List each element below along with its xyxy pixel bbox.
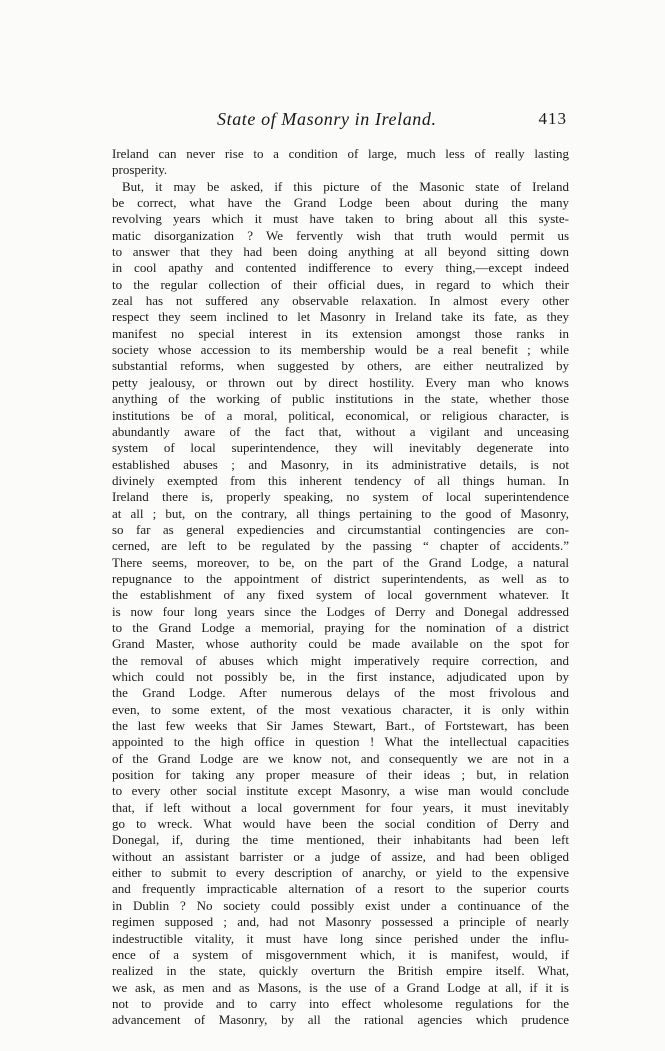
text-line: go to wreck. What would have been the social condition of Derry and: [112, 816, 569, 832]
text-line: to the Grand Lodge a memorial, praying for the nomination of a district: [112, 619, 569, 635]
text-line: abundantly aware of the fact that, without a vigilant and unceasing: [112, 423, 569, 439]
text-line: established abuses ; and Masonry, in its administrative details, is not: [112, 456, 569, 472]
text-line: matic disorganization ? We fervently wish that truth would permit us: [112, 227, 569, 243]
text-line: But, it may be asked, if this picture of the Masonic state of Ireland: [122, 178, 569, 194]
text-line: and frequently impracticable alternation of a resort to the superior courts: [112, 881, 569, 897]
text-line: realized in the state, quickly overturn the British empire itself. What,: [112, 963, 569, 979]
text-line: anything of the working of public institutions in the state, whether those: [112, 391, 569, 407]
text-line: the establishment of any fixed system of local government whatever. It: [112, 587, 569, 603]
text-line: regimen supposed ; and, had not Masonry possessed a principle of nearly: [112, 914, 569, 930]
text-line: so far as general expediencies and circumstantial contingencies are con-: [112, 521, 569, 537]
text-line: is now four long years since the Lodges of Derry and Donegal addressed: [112, 603, 569, 619]
text-line: the last few weeks that Sir James Stewart, Bart., of Fortstewart, has been: [112, 718, 569, 734]
text-line: zeal has not suffered any observable relaxation. In almost every other: [112, 293, 569, 309]
text-line: prosperity.: [112, 162, 168, 178]
text-line: revolving years which it must have taken to bring about all this syste-: [112, 211, 569, 227]
text-line: to answer that they had been doing anything at all beyond sitting down: [112, 244, 569, 260]
text-line: in Dublin ? No society could possibly exist under a continuance of the: [112, 897, 569, 913]
text-line: Ireland can never rise to a condition of large, much less of really lasting: [112, 146, 569, 161]
text-line: appointed to the high office in question ! What the intellectual capacities: [112, 734, 569, 750]
text-line: at all ; but, on the contrary, all things pertaining to the good of Masonry,: [112, 505, 569, 521]
text-line: petty jealousy, or thrown out by direct hostility. Every man who knows: [112, 374, 569, 390]
text-line: indestructible vitality, it must have long since perished under the influ-: [112, 930, 569, 946]
text-line: institutions be of a moral, political, economical, or religious character, is: [112, 407, 569, 423]
text-line: divinely exempted from this inherent tendency of all things human. In: [112, 472, 569, 488]
text-line: of the Grand Lodge are we know not, and consequently we are not in a: [112, 750, 569, 766]
text-line: repugnance to the appointment of district superintendents, as well as to: [112, 570, 569, 586]
text-line: which could not possibly be, in the first instance, adjudicated upon by: [112, 669, 569, 684]
body-text: [112, 146, 569, 1029]
running-title: State of Masonry in Ireland.: [217, 109, 437, 129]
text-line: position for taking any proper measure of their ideas ; but, in relation: [112, 767, 569, 783]
text-line: the Grand Lodge. After numerous delays of the most frivolous and: [112, 685, 569, 701]
text-line: Grand Master, whose authority could be made available on the spot for: [112, 636, 569, 652]
text-line: manifest no special interest in its extension amongst those ranks in: [112, 325, 569, 341]
text-line: be correct, what have the Grand Lodge been about during the many: [112, 195, 569, 211]
text-line: There seems, moreover, to be, on the part of the Grand Lodge, a natural: [112, 554, 569, 570]
text-line: we ask, as men and as Masons, is the use of a Grand Lodge at all, if it is: [112, 979, 569, 995]
text-line: system of local superintendence, they will inevitably degenerate into: [112, 440, 569, 456]
text-line: advancement of Masonry, by all the rational agencies which prudence: [112, 1012, 569, 1028]
text-line: to the regular collection of their official dues, in regard to which their: [112, 276, 569, 292]
text-line: substantial reforms, when suggested by others, are either neutralized by: [112, 358, 569, 374]
text-line: ence of a system of misgovernment which, it is manifest, would, if: [112, 946, 569, 962]
running-head: [108, 109, 567, 135]
text-line: in cool apathy and contented indifference to every thing,—except indeed: [112, 260, 569, 276]
text-line: Donegal, if, during the time mentioned, their inhabitants had been left: [112, 832, 569, 848]
text-line: the removal of abuses which might imperatively require correction, and: [112, 652, 569, 668]
text-line: to every other social institute except Masonry, a wise man would conclude: [112, 783, 569, 799]
text-line: without an assistant barrister or a judge of assize, and had been obliged: [112, 848, 569, 864]
text-line: cerned, are left to be regulated by the passing “ chapter of accidents.”: [112, 538, 569, 554]
text-line: respect they seem inclined to let Masonry in Ireland take its fate, as they: [112, 309, 569, 325]
page-number: 413: [538, 109, 567, 128]
text-line: that, if left without a local government for four years, it must inevitably: [112, 799, 569, 815]
text-line: even, to some extent, of the most vexatious character, it is only within: [112, 701, 569, 717]
text-line: society whose accession to its membership would be a real benefit ; while: [112, 342, 569, 358]
text-line: either to submit to every description of anarchy, or yield to the expensive: [112, 865, 569, 881]
text-line: Ireland there is, properly speaking, no system of local superintendence: [112, 489, 569, 505]
text-line: not to provide and to carry into effect wholesome regulations for the: [112, 995, 569, 1011]
